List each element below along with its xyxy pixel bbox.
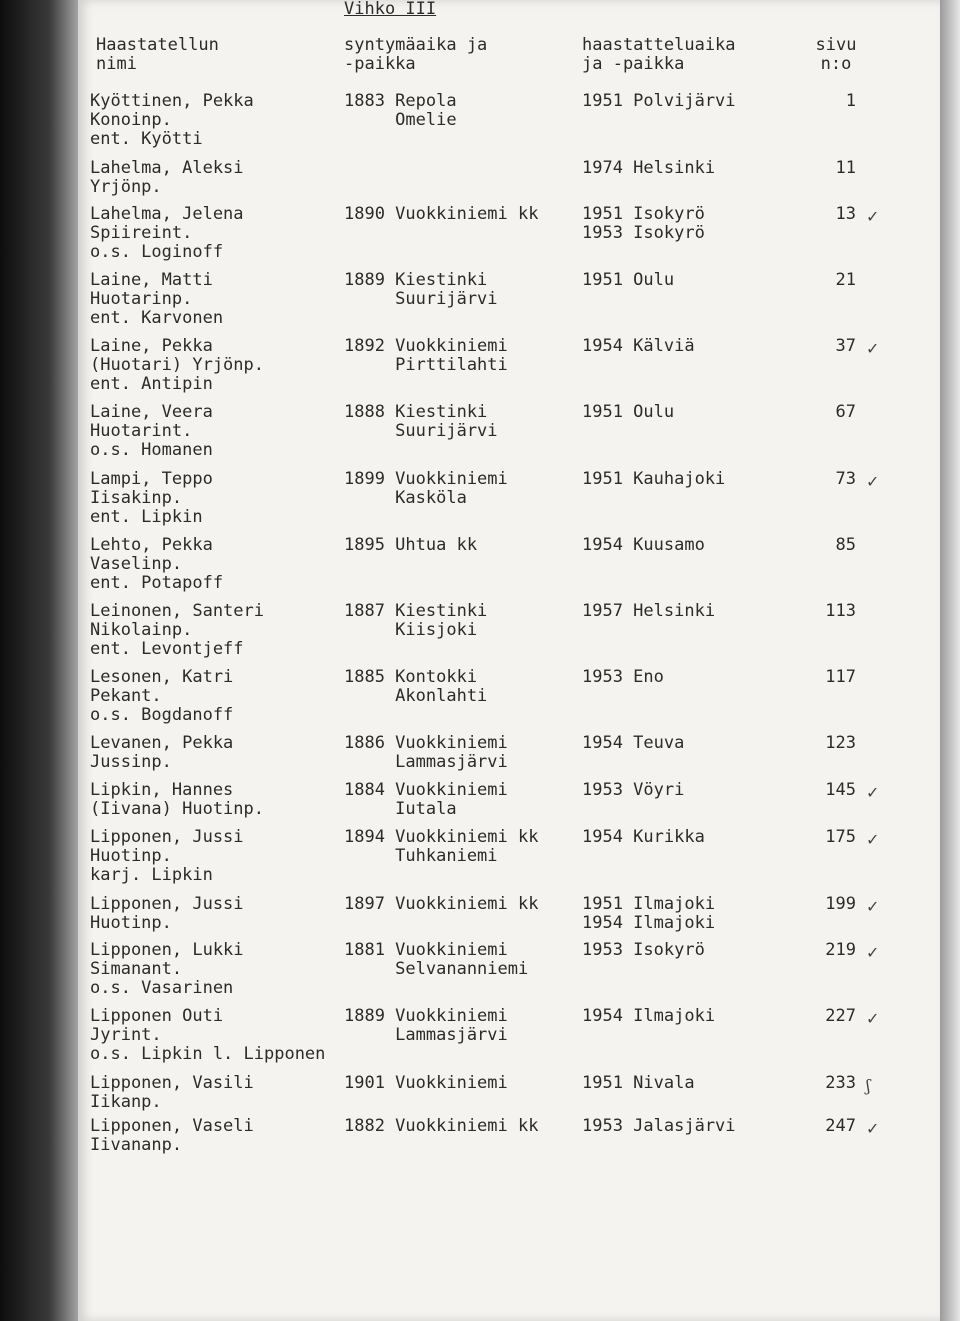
entry-name-line: Lipponen, Lukki (90, 940, 244, 960)
entry-interview-line: 1951 Isokyrö (582, 204, 705, 224)
header-name: Haastatellun nimi (96, 35, 219, 74)
entry-name-line: Lipkin, Hannes (90, 780, 234, 800)
entry-birth-line: Selvananniemi (344, 959, 529, 979)
entry-interview-line: 1954 Kurikka (582, 827, 705, 847)
entry-name (90, 941, 244, 998)
entry-birth (344, 734, 508, 772)
entry-name-line: Konoinp. (90, 110, 172, 130)
entry-birth (344, 941, 528, 979)
entry-birth-line: Omelie (344, 110, 457, 130)
entry-birth-line: Kiisjoki (344, 620, 478, 640)
entry-name-line: Lesonen, Katri (90, 667, 234, 687)
entry-birth-line: 1889 Kiestinki (344, 270, 488, 290)
entry-name-line: Lampi, Teppo (90, 469, 213, 489)
entry-birth (344, 205, 538, 224)
entry-name (90, 536, 223, 593)
entry-name-line: Huotarint. (90, 421, 193, 441)
entry-page-number: 175 (825, 827, 856, 847)
entry-birth-line: Kasköla (344, 488, 467, 508)
entry-birth (344, 895, 538, 914)
entry-name-line: Nikolainp. (90, 620, 193, 640)
entry-interview (582, 895, 715, 933)
entry-interview (582, 781, 684, 800)
entry-name-line: o.s. Homanen (90, 440, 213, 460)
entry-name-line: Yrjönp. (90, 177, 162, 197)
entry-birth-line: 1884 Vuokkiniemi (344, 780, 508, 800)
entry-interview-line: 1974 Helsinki (582, 158, 716, 178)
entry-interview (582, 470, 725, 489)
entry-birth-line: 1883 Repola (344, 91, 457, 111)
checkmark-icon: ʃ (866, 1076, 871, 1095)
entry-birth-line: 1882 Vuokkiniemi kk (344, 1116, 539, 1136)
entry-interview (582, 159, 715, 178)
entry-birth-line: Tuhkaniemi (344, 846, 498, 866)
entry-interview (582, 1007, 715, 1026)
entry-birth (344, 1117, 538, 1136)
entry-name-line: Spiireint. (90, 223, 193, 243)
entry-name-line: Jyrint. (90, 1025, 162, 1045)
notebook-heading: Vihko III (344, 0, 437, 19)
entry-name (90, 734, 233, 772)
entry-name-line: (Iivana) Huotinp. (90, 799, 264, 819)
entry-interview-line: 1951 Ilmajoki (582, 894, 716, 914)
entry-page-number: 233 (825, 1073, 856, 1093)
checkmark-icon: ✓ (866, 897, 880, 916)
entry-interview (582, 205, 705, 243)
entry-birth-line: 1889 Vuokkiniemi (344, 1006, 508, 1026)
entry-name-line: ent. Karvonen (90, 308, 224, 328)
entry-birth-line: Lammasjärvi (344, 752, 508, 772)
entry-name-line: Iisakinp. (90, 488, 183, 508)
entry-interview (582, 602, 715, 621)
entry-page-number: 73 (835, 469, 856, 489)
checkmark-icon: ✓ (866, 943, 880, 962)
entry-name (90, 781, 264, 819)
entry-interview (582, 536, 705, 555)
entry-interview (582, 403, 674, 422)
entry-name-line: Huotarinp. (90, 289, 193, 309)
entry-name (90, 895, 244, 933)
entry-name-line: ent. Kyötti (90, 129, 203, 149)
entry-interview-line: 1954 Ilmajoki (582, 1006, 716, 1026)
entry-name (90, 403, 213, 460)
entry-page-number: 13 (835, 204, 856, 224)
checkmark-icon: ✓ (866, 472, 880, 491)
entry-birth (344, 92, 457, 130)
entry-interview-line: 1954 Ilmajoki (582, 913, 716, 933)
entry-name (90, 271, 223, 328)
entry-interview-line: 1953 Isokyrö (582, 223, 705, 243)
entry-name (90, 602, 264, 659)
entry-interview (582, 1074, 695, 1093)
entry-name-line: Jussinp. (90, 752, 172, 772)
entry-page-number: 247 (825, 1116, 856, 1136)
entry-name-line: Iikanp. (90, 1092, 162, 1112)
entry-birth-line: 1885 Kontokki (344, 667, 478, 687)
entry-interview-line: 1953 Isokyrö (582, 940, 705, 960)
entry-name-line: Huotinp. (90, 846, 172, 866)
entry-birth-line: 1886 Vuokkiniemi (344, 733, 508, 753)
entry-interview-line: 1953 Eno (582, 667, 664, 687)
entry-interview (582, 271, 674, 290)
entry-interview-line: 1953 Jalasjärvi (582, 1116, 736, 1136)
entry-page-number: 67 (835, 402, 856, 422)
entry-birth-line: 1892 Vuokkiniemi (344, 336, 508, 356)
entry-name-line: ent. Antipin (90, 374, 213, 394)
entry-birth-line: Akonlahti (344, 686, 488, 706)
entry-birth-line: Suurijärvi (344, 421, 498, 441)
entry-birth-line: 1888 Kiestinki (344, 402, 488, 422)
checkmark-icon: ✓ (866, 830, 880, 849)
entry-interview (582, 668, 664, 687)
entry-name-line: Lahelma, Aleksi (90, 158, 244, 178)
checkmark-icon: ✓ (866, 1119, 880, 1138)
entry-interview-line: 1951 Oulu (582, 270, 675, 290)
entry-birth-line: 1890 Vuokkiniemi kk (344, 204, 539, 224)
entry-name-line: Pekant. (90, 686, 162, 706)
entry-interview-line: 1954 Kälviä (582, 336, 695, 356)
entry-name-line: Lipponen, Vasili (90, 1073, 254, 1093)
entry-page-number: 1 (845, 91, 856, 111)
entry-name-line: ent. Potapoff (90, 573, 224, 593)
entry-name (90, 159, 244, 197)
entry-interview-line: 1951 Oulu (582, 402, 675, 422)
entry-name-line: Lipponen, Jussi (90, 894, 244, 914)
entry-name-line: Vaselinp. (90, 554, 183, 574)
entry-birth-line: 1895 Uhtua kk (344, 535, 478, 555)
entry-name (90, 470, 213, 527)
entry-name-line: o.s. Loginoff (90, 242, 224, 262)
entry-name-line: (Huotari) Yrjönp. (90, 355, 264, 375)
entry-name-line: o.s. Lipkin l. Lipponen (90, 1044, 326, 1064)
entry-name-line: o.s. Vasarinen (90, 978, 234, 998)
scan-right-edge (940, 0, 960, 1321)
checkmark-icon: ✓ (866, 783, 880, 802)
entry-name-line: Laine, Pekka (90, 336, 213, 356)
entry-interview (582, 828, 705, 847)
entry-birth (344, 271, 498, 309)
checkmark-icon: ✓ (866, 339, 880, 358)
entry-birth-line: 1894 Vuokkiniemi kk (344, 827, 539, 847)
entry-page-number: 145 (825, 780, 856, 800)
entry-name-line: Lahelma, Jelena (90, 204, 244, 224)
entry-birth (344, 403, 498, 441)
entry-name-line: Leinonen, Santeri (90, 601, 264, 621)
entry-interview-line: 1951 Nivala (582, 1073, 695, 1093)
entry-name-line: Laine, Veera (90, 402, 213, 422)
entry-birth-line: 1897 Vuokkiniemi kk (344, 894, 539, 914)
entry-birth (344, 337, 508, 375)
entry-page-number: 21 (835, 270, 856, 290)
entry-birth-line: 1899 Vuokkiniemi (344, 469, 508, 489)
entry-page-number: 219 (825, 940, 856, 960)
entry-name-line: o.s. Bogdanoff (90, 705, 234, 725)
entry-interview-line: 1954 Kuusamo (582, 535, 705, 555)
entry-interview (582, 92, 736, 111)
entry-name-line: karj. Lipkin (90, 865, 213, 885)
entry-name-line: ent. Lipkin (90, 507, 203, 527)
entry-name (90, 1007, 325, 1064)
entry-page-number: 113 (825, 601, 856, 621)
entry-page-number: 85 (835, 535, 856, 555)
entry-name-line: Lipponen Outi (90, 1006, 224, 1026)
entry-birth (344, 602, 487, 640)
entry-name (90, 1117, 254, 1155)
entry-birth-line: Lammasjärvi (344, 1025, 508, 1045)
entry-page-number: 117 (825, 667, 856, 687)
entry-name-line: Simanant. (90, 959, 183, 979)
entry-birth (344, 470, 508, 508)
entry-interview (582, 734, 684, 753)
entry-page-number: 227 (825, 1006, 856, 1026)
entry-name (90, 337, 264, 394)
entry-name-line: Lehto, Pekka (90, 535, 213, 555)
entry-page-number: 37 (835, 336, 856, 356)
entry-name (90, 1074, 254, 1112)
entry-name-line: Lipponen, Vaseli (90, 1116, 254, 1136)
entry-birth-line: 1887 Kiestinki (344, 601, 488, 621)
entry-interview-line: 1954 Teuva (582, 733, 685, 753)
entry-name-line: Huotinp. (90, 913, 172, 933)
checkmark-icon: ✓ (866, 207, 880, 226)
entry-birth (344, 828, 538, 866)
entry-interview-line: 1951 Kauhajoki (582, 469, 726, 489)
entry-name (90, 92, 254, 149)
entry-name-line: Kyöttinen, Pekka (90, 91, 254, 111)
entry-interview (582, 1117, 736, 1136)
entry-birth-line: Iutala (344, 799, 457, 819)
entry-name (90, 668, 233, 725)
entry-page-number: 11 (835, 158, 856, 178)
header-interview: haastatteluaika ja -paikka (582, 35, 736, 74)
entry-page-number: 199 (825, 894, 856, 914)
entry-birth-line: Pirttilahti (344, 355, 508, 375)
entry-birth (344, 536, 477, 555)
entry-name-line: Lipponen, Jussi (90, 827, 244, 847)
entry-birth-line: Suurijärvi (344, 289, 498, 309)
entry-birth (344, 781, 508, 819)
entry-birth (344, 668, 487, 706)
entry-name-line: ent. Levontjeff (90, 639, 244, 659)
entry-name-line: Laine, Matti (90, 270, 213, 290)
entry-interview (582, 941, 705, 960)
entry-name (90, 828, 244, 885)
entry-name-line: Levanen, Pekka (90, 733, 234, 753)
entry-name-line: Iivananp. (90, 1135, 183, 1155)
entry-birth-line: 1901 Vuokkiniemi (344, 1073, 508, 1093)
entry-birth (344, 1007, 508, 1045)
checkmark-icon: ✓ (866, 1009, 880, 1028)
entry-interview (582, 337, 695, 356)
scan-dark-edge (0, 0, 90, 1321)
entry-page-number: 123 (825, 733, 856, 753)
entry-birth (344, 1074, 508, 1093)
entry-birth-line: 1881 Vuokkiniemi (344, 940, 508, 960)
header-birth: syntymäaika ja -paikka (344, 35, 488, 74)
entry-interview-line: 1953 Vöyri (582, 780, 685, 800)
entry-interview-line: 1957 Helsinki (582, 601, 716, 621)
entry-interview-line: 1951 Polvijärvi (582, 91, 736, 111)
header-page: sivu n:o (815, 35, 857, 74)
entry-name (90, 205, 244, 262)
